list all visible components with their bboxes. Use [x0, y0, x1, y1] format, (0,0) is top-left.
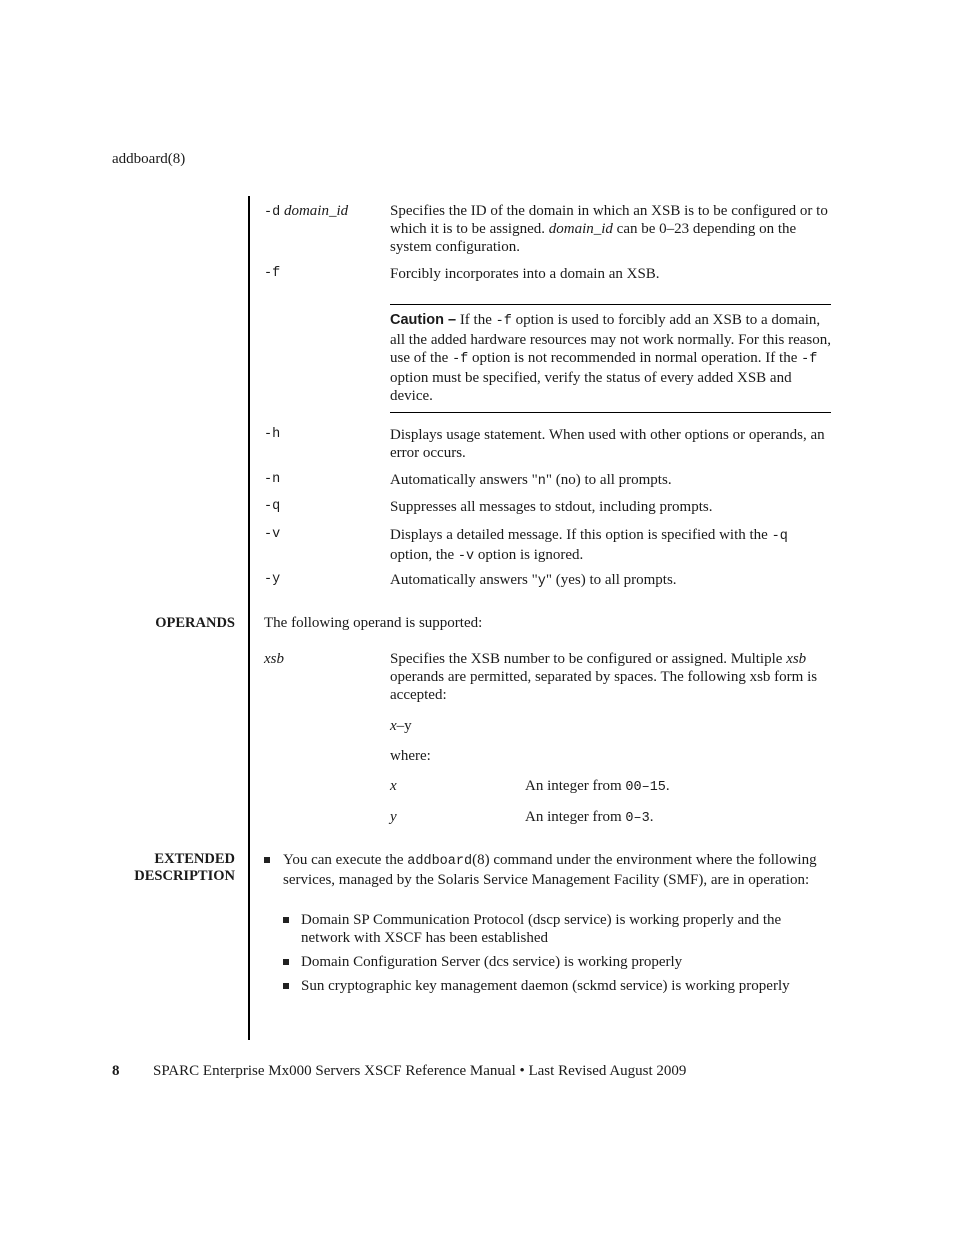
desc-text: Automatically answers "	[390, 472, 538, 488]
option-f: -f	[264, 266, 281, 281]
footer-text: SPARC Enterprise Mx000 Servers XSCF Reference Manual • Last Revised August 2009	[153, 1063, 687, 1079]
def-period: .	[649, 809, 654, 825]
caution-code: -f	[452, 352, 469, 367]
desc-text: operands are permitted, separated by spaces. The following xsb form is accepted:	[390, 669, 818, 703]
where-label: where:	[390, 748, 431, 764]
option-n-desc	[390, 471, 832, 491]
running-header: addboard(8)	[112, 151, 186, 167]
option-h-desc: Displays usage statement. When used with other options or operands, an error occurs.	[390, 427, 825, 461]
def-text: An integer from	[525, 809, 626, 825]
desc-italic: domain_id	[548, 221, 613, 237]
option-y-desc	[390, 571, 832, 591]
option-y: -y	[264, 572, 281, 587]
desc-text: (8) command under the environment where the following services, managed by the Solaris Service Management Facility (SMF), are in operation:	[283, 852, 817, 888]
desc-text: option is ignored.	[474, 547, 584, 563]
def-code: 0–3	[625, 811, 650, 826]
y-definition	[525, 808, 653, 828]
desc-text: You can execute the	[283, 852, 408, 868]
desc-italic: xsb	[786, 651, 807, 667]
option-q: -q	[264, 499, 281, 514]
caution-text: option must be specified, verify the status of every added XSB and device.	[390, 370, 792, 404]
heading-line: DESCRIPTION	[134, 868, 235, 884]
option-arg: domain_id	[283, 203, 349, 219]
bullet-square-icon	[283, 959, 289, 965]
form-x: x	[390, 718, 397, 734]
option-q-desc: Suppresses all messages to stdout, including prompts.	[390, 499, 713, 515]
option-h: -h	[264, 427, 281, 442]
desc-code: -q	[771, 529, 788, 544]
desc-text: option, the	[390, 547, 458, 563]
operand-desc	[390, 650, 832, 704]
operands-intro: The following operand is supported:	[264, 615, 483, 631]
form-rest: –y	[396, 718, 412, 734]
desc-text: " (yes) to all prompts.	[545, 572, 677, 588]
operands-heading: OPERANDS	[155, 615, 235, 631]
option-d-desc	[390, 202, 832, 256]
x-definition	[525, 777, 670, 797]
caution-text: If the	[456, 312, 496, 328]
desc-text: Automatically answers "	[390, 572, 538, 588]
option-flag: -d	[264, 205, 281, 220]
def-period: .	[665, 778, 670, 794]
option-v: -v	[264, 527, 281, 542]
desc-text: Displays a detailed message. If this option is specified with the	[390, 527, 772, 543]
caution-code: -f	[495, 314, 512, 329]
page-number: 8	[112, 1063, 120, 1079]
y-label: y	[390, 809, 397, 825]
operand-name: xsb	[264, 651, 284, 667]
option-f-desc: Forcibly incorporates into a domain an XSB.	[390, 266, 660, 282]
desc-code: addboard	[407, 854, 473, 869]
x-label: x	[390, 778, 397, 794]
desc-code: y	[537, 574, 546, 589]
desc-code: n	[537, 474, 546, 489]
extended-heading	[134, 851, 235, 885]
section-rule	[248, 196, 250, 1040]
caution-box	[390, 304, 831, 413]
sub-bullet-item: Domain SP Communication Protocol (dscp service) is working properly and the network with XSCF has been established	[301, 912, 782, 946]
sub-bullet-item: Sun cryptographic key management daemon (sckmd service) is working properly	[301, 978, 790, 994]
desc-code: -v	[457, 549, 475, 564]
bullet-square-icon	[283, 983, 289, 989]
def-code: 00–15	[625, 780, 666, 795]
option-d	[264, 202, 348, 222]
bullet-square-icon	[283, 917, 289, 923]
desc-text: can be 0–23 depending on the system configuration.	[390, 221, 797, 255]
caution-code: -f	[801, 352, 818, 367]
desc-text: Specifies the XSB number to be configured or assigned. Multiple	[390, 651, 787, 667]
xsb-form	[390, 717, 412, 735]
caution-label: Caution –	[390, 312, 457, 328]
desc-text: Specifies the ID of the domain in which an XSB is to be configured or to which it is to be assigned.	[390, 203, 828, 237]
desc-text: " (no) to all prompts.	[545, 472, 672, 488]
caution-text: option is used to forcibly add an XSB to a domain, all the added hardware resources may not work normally. For this reason, use of the	[390, 312, 831, 366]
bullet-square-icon	[264, 857, 270, 863]
def-text: An integer from	[525, 778, 626, 794]
bullet-item	[283, 851, 831, 889]
heading-line: EXTENDED	[154, 851, 235, 867]
caution-text: option is not recommended in normal operation. If the	[468, 350, 802, 366]
option-n: -n	[264, 472, 281, 487]
option-v-desc	[390, 526, 832, 566]
sub-bullet-item: Domain Configuration Server (dcs service) is working properly	[301, 954, 683, 970]
